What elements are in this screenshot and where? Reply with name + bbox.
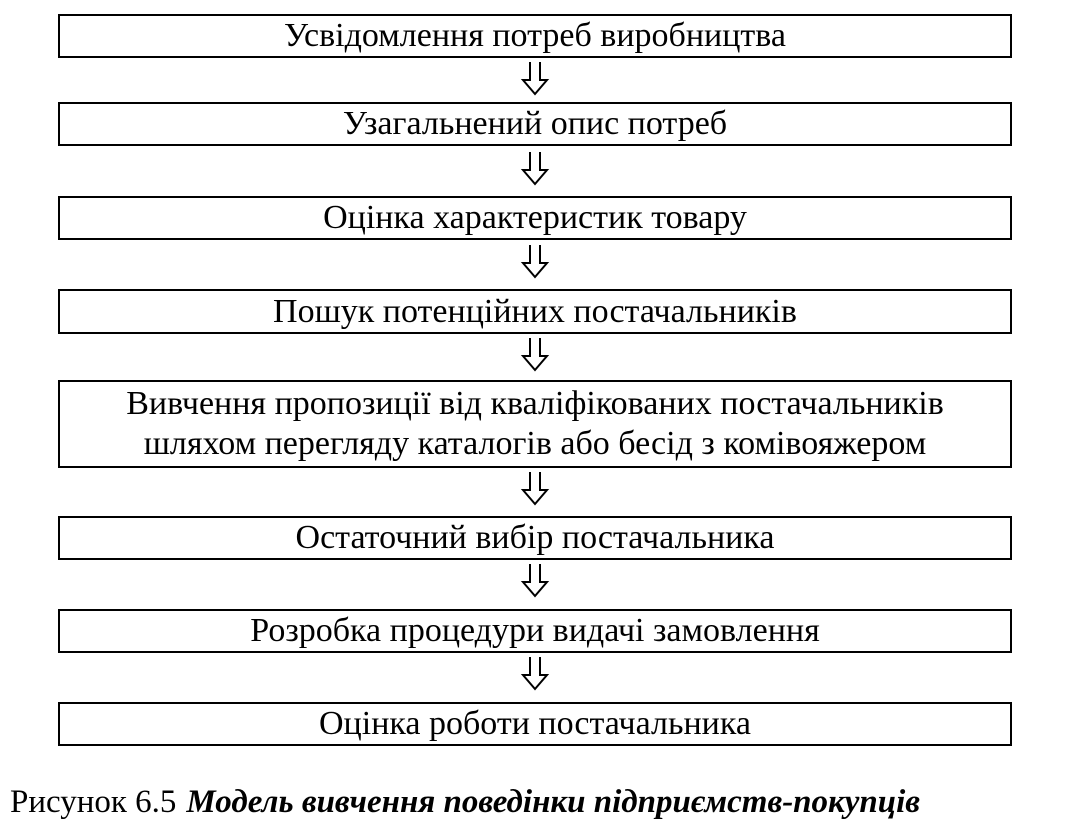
step-box-6 bbox=[58, 516, 1012, 560]
step-box-5 bbox=[58, 380, 1012, 468]
figure-caption bbox=[10, 782, 920, 822]
double-down-arrow-icon bbox=[518, 150, 552, 186]
step-box-7 bbox=[58, 609, 1012, 653]
double-down-arrow-icon bbox=[518, 562, 552, 598]
double-down-arrow-icon bbox=[518, 243, 552, 279]
step-label-6: Остаточний вибір постачальника bbox=[295, 519, 775, 556]
figure-title: Модель вивчення поведінки підприємств-покупців bbox=[186, 784, 921, 820]
step-label-7: Розробка процедури видачі замовлення bbox=[250, 612, 820, 649]
step-label-2: Узагальнений опис потреб bbox=[342, 105, 728, 142]
step-label-8: Оцінка роботи постачальника bbox=[319, 705, 751, 742]
step-label-5: Вивчення пропозиції від кваліфікованих постачальників шляхом перегляду каталогів або бесід з комівояжером bbox=[126, 385, 944, 462]
step-box-4 bbox=[58, 289, 1012, 334]
double-down-arrow-icon bbox=[518, 470, 552, 506]
double-down-arrow-icon bbox=[518, 60, 552, 96]
step-box-2 bbox=[58, 102, 1012, 146]
double-down-arrow-icon bbox=[518, 336, 552, 372]
step-label-3: Оцінка характеристик товару bbox=[323, 199, 747, 236]
step-box-8 bbox=[58, 702, 1012, 746]
double-down-arrow-icon bbox=[518, 655, 552, 691]
figure-number: Рисунок 6.5 bbox=[10, 784, 177, 820]
step-label-1: Усвідомлення потреб виробництва bbox=[284, 17, 786, 54]
step-label-4: Пошук потенційних постачальників bbox=[273, 292, 797, 330]
step-box-3 bbox=[58, 196, 1012, 240]
step-box-1 bbox=[58, 14, 1012, 58]
